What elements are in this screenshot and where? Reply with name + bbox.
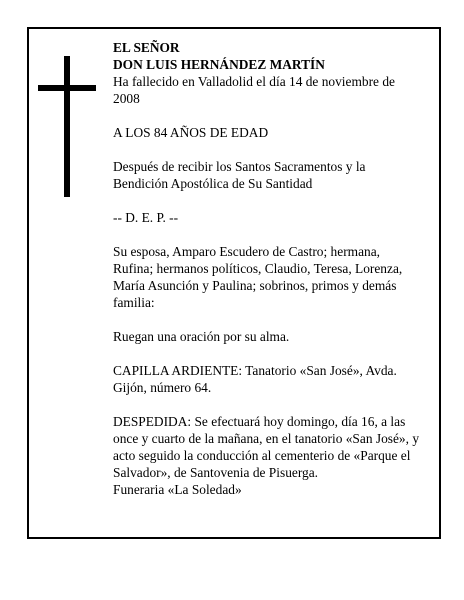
cross-icon [38, 56, 96, 197]
sacraments-line: Bendición Apostólica de Su Santidad [113, 176, 313, 191]
farewell-line: Salvador», de Santovenia de Pisuerga. [113, 465, 319, 480]
family-line: Su esposa, Amparo Escudero de Castro; hermana, [113, 244, 381, 259]
prayer-line: Ruegan una oración por su alma. [113, 329, 290, 344]
funeral-home-line: Funeraria «La Soledad» [113, 482, 242, 497]
farewell-line: once y cuarto de la mañana, en el tanatorio «San José», y [113, 431, 420, 446]
family-line: Rufina; hermanos políticos, Claudio, Teresa, Lorenza, [113, 261, 403, 276]
sacraments-line: Después de recibir los Santos Sacramentos y la [113, 159, 366, 174]
farewell-line: acto seguido la conducción al cementerio de «Parque el [113, 448, 411, 463]
obituary-text [113, 39, 429, 498]
family-line: familia: [113, 295, 155, 310]
deceased-name: DON LUIS HERNÁNDEZ MARTÍN [113, 57, 325, 72]
rip-line: -- D. E. P. -- [113, 210, 179, 225]
deceased-title: EL SEÑOR [113, 40, 180, 55]
chapel-line: CAPILLA ARDIENTE: Tanatorio «San José», Avda. [113, 363, 397, 378]
cross-horizontal-bar [38, 85, 96, 91]
death-statement-line: 2008 [113, 91, 140, 106]
death-statement-line: Ha fallecido en Valladolid el día 14 de noviembre de [113, 74, 395, 89]
cross-vertical-bar [64, 56, 70, 197]
farewell-line: DESPEDIDA: Se efectuará hoy domingo, día 16, a las [113, 414, 406, 429]
age-statement: A LOS 84 AÑOS DE EDAD [113, 125, 269, 140]
family-line: María Asunción y Paulina; sobrinos, primos y demás [113, 278, 397, 293]
chapel-line: Gijón, número 64. [113, 380, 212, 395]
